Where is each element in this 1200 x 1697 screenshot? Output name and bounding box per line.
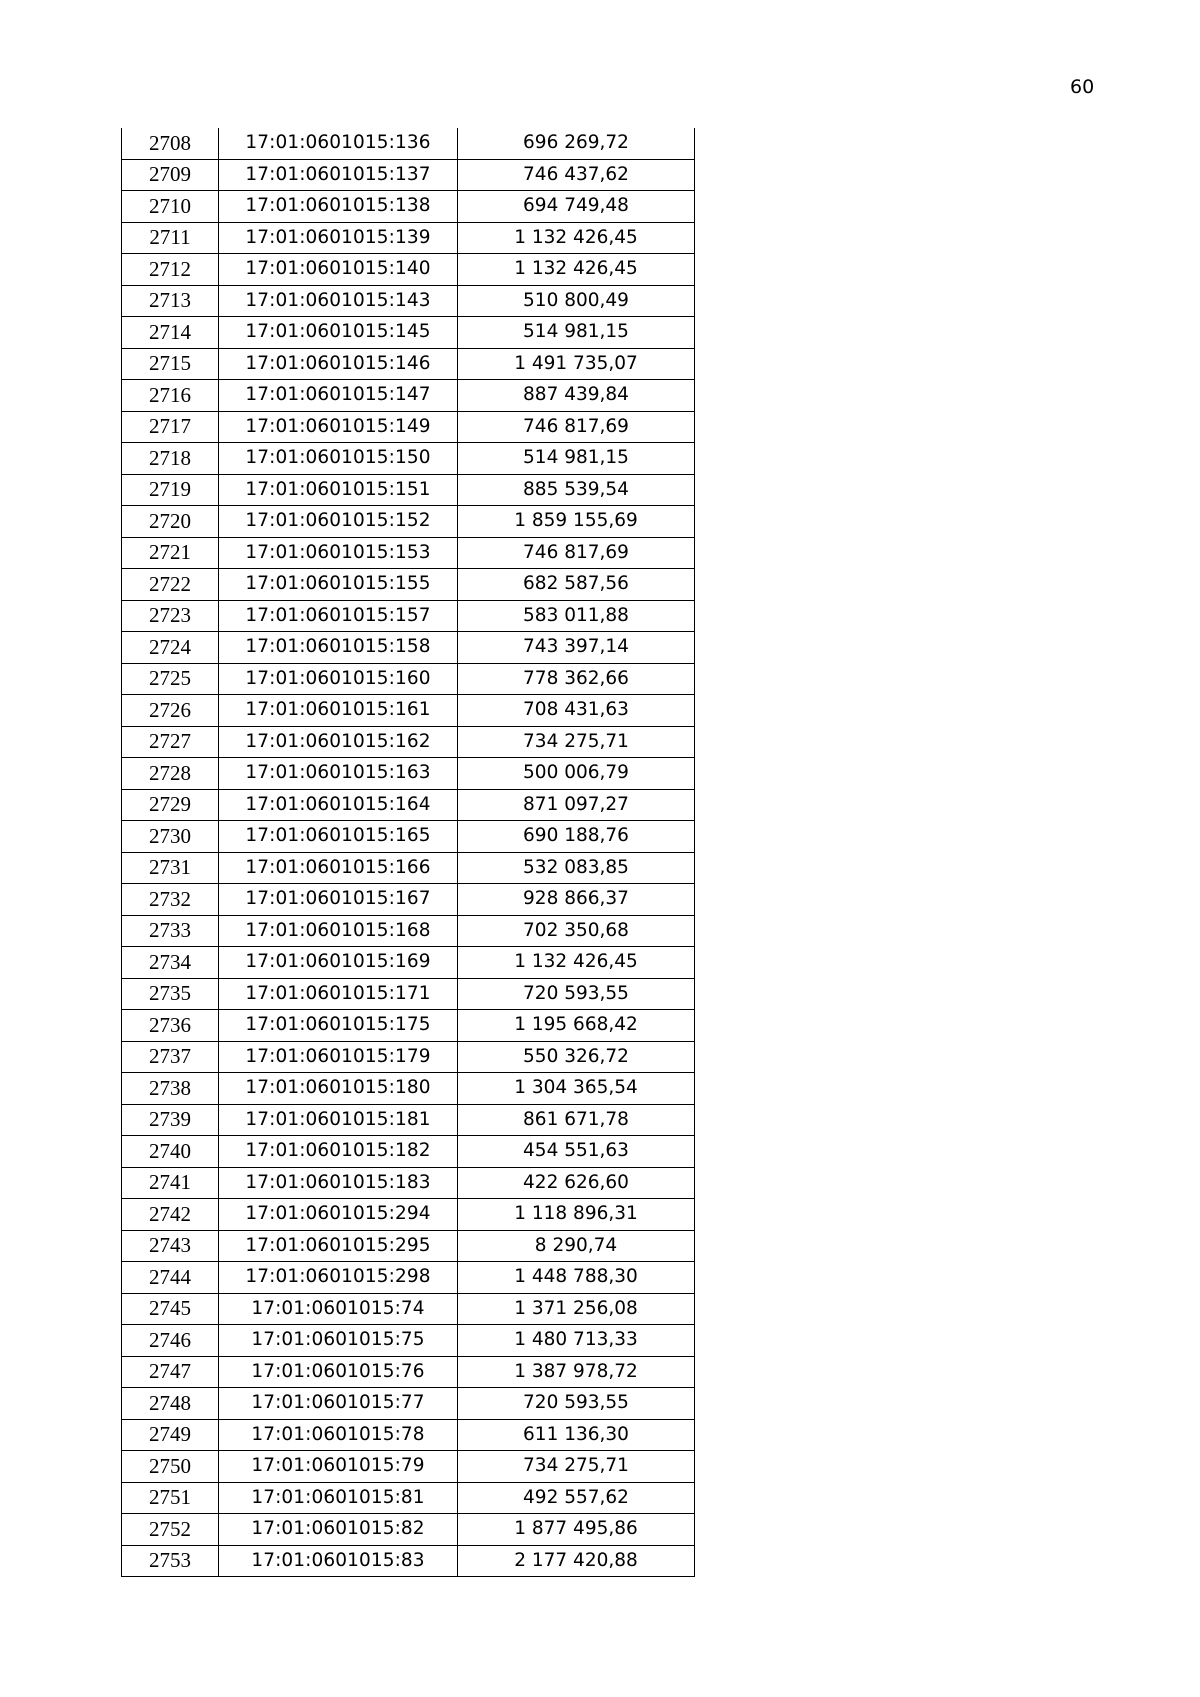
- cadastral-number-cell: 17:01:0601015:166: [219, 852, 458, 884]
- row-number-cell: 2749: [122, 1419, 219, 1451]
- cadastral-value-cell: 708 431,63: [458, 695, 695, 727]
- table-row: [122, 1010, 695, 1042]
- cadastral-number-cell: 17:01:0601015:145: [219, 317, 458, 349]
- table-row: [122, 821, 695, 853]
- table-row: [122, 191, 695, 223]
- cadastral-number-cell: 17:01:0601015:168: [219, 915, 458, 947]
- table-row: [122, 128, 695, 159]
- row-number-cell: 2712: [122, 254, 219, 286]
- table-row: [122, 695, 695, 727]
- cadastral-number-cell: 17:01:0601015:165: [219, 821, 458, 853]
- cadastral-value-cell: 720 593,55: [458, 978, 695, 1010]
- table-row: [122, 222, 695, 254]
- table-row: [122, 789, 695, 821]
- cadastral-number-cell: 17:01:0601015:151: [219, 474, 458, 506]
- table-row: [122, 537, 695, 569]
- cadastral-number-cell: 17:01:0601015:161: [219, 695, 458, 727]
- cadastral-value-cell: 746 817,69: [458, 537, 695, 569]
- row-number-cell: 2720: [122, 506, 219, 538]
- page-number: 60: [1070, 76, 1095, 98]
- cadastral-number-cell: 17:01:0601015:139: [219, 222, 458, 254]
- row-number-cell: 2747: [122, 1356, 219, 1388]
- cadastral-number-cell: 17:01:0601015:182: [219, 1136, 458, 1168]
- cadastral-value-cell: 550 326,72: [458, 1041, 695, 1073]
- row-number-cell: 2748: [122, 1388, 219, 1420]
- row-number-cell: 2742: [122, 1199, 219, 1231]
- cadastral-value-cell: 778 362,66: [458, 663, 695, 695]
- cadastral-number-cell: 17:01:0601015:138: [219, 191, 458, 223]
- row-number-cell: 2713: [122, 285, 219, 317]
- row-number-cell: 2719: [122, 474, 219, 506]
- cadastral-value-table: [121, 128, 695, 1577]
- cadastral-value-cell: 682 587,56: [458, 569, 695, 601]
- cadastral-number-cell: 17:01:0601015:180: [219, 1073, 458, 1105]
- cadastral-value-cell: 871 097,27: [458, 789, 695, 821]
- row-number-cell: 2737: [122, 1041, 219, 1073]
- cadastral-value-cell: 1 448 788,30: [458, 1262, 695, 1294]
- table-row: [122, 884, 695, 916]
- cadastral-number-cell: 17:01:0601015:298: [219, 1262, 458, 1294]
- table-row: [122, 1356, 695, 1388]
- cadastral-value-cell: 690 188,76: [458, 821, 695, 853]
- cadastral-number-cell: 17:01:0601015:143: [219, 285, 458, 317]
- row-number-cell: 2736: [122, 1010, 219, 1042]
- row-number-cell: 2750: [122, 1451, 219, 1483]
- row-number-cell: 2746: [122, 1325, 219, 1357]
- table-row: [122, 1073, 695, 1105]
- cadastral-number-cell: 17:01:0601015:163: [219, 758, 458, 790]
- row-number-cell: 2708: [122, 128, 219, 159]
- table-row: [122, 348, 695, 380]
- row-number-cell: 2744: [122, 1262, 219, 1294]
- cadastral-number-cell: 17:01:0601015:76: [219, 1356, 458, 1388]
- row-number-cell: 2735: [122, 978, 219, 1010]
- cadastral-value-cell: 928 866,37: [458, 884, 695, 916]
- table-row: [122, 1199, 695, 1231]
- cadastral-value-cell: 861 671,78: [458, 1104, 695, 1136]
- row-number-cell: 2718: [122, 443, 219, 475]
- cadastral-number-cell: 17:01:0601015:160: [219, 663, 458, 695]
- table-row: [122, 1325, 695, 1357]
- table-row: [122, 1041, 695, 1073]
- cadastral-number-cell: 17:01:0601015:164: [219, 789, 458, 821]
- table-row: [122, 285, 695, 317]
- cadastral-number-cell: 17:01:0601015:149: [219, 411, 458, 443]
- table-row: [122, 1388, 695, 1420]
- cadastral-value-cell: 8 290,74: [458, 1230, 695, 1262]
- cadastral-number-cell: 17:01:0601015:183: [219, 1167, 458, 1199]
- row-number-cell: 2740: [122, 1136, 219, 1168]
- cadastral-value-cell: 1 877 495,86: [458, 1514, 695, 1546]
- table-row: [122, 1104, 695, 1136]
- cadastral-value-cell: 887 439,84: [458, 380, 695, 412]
- row-number-cell: 2751: [122, 1482, 219, 1514]
- cadastral-value-cell: 1 132 426,45: [458, 222, 695, 254]
- table-row: [122, 1482, 695, 1514]
- cadastral-value-cell: 734 275,71: [458, 726, 695, 758]
- cadastral-number-cell: 17:01:0601015:153: [219, 537, 458, 569]
- row-number-cell: 2728: [122, 758, 219, 790]
- table-row: [122, 663, 695, 695]
- row-number-cell: 2726: [122, 695, 219, 727]
- cadastral-number-cell: 17:01:0601015:78: [219, 1419, 458, 1451]
- cadastral-value-cell: 583 011,88: [458, 600, 695, 632]
- cadastral-number-cell: 17:01:0601015:140: [219, 254, 458, 286]
- row-number-cell: 2715: [122, 348, 219, 380]
- cadastral-number-cell: 17:01:0601015:136: [219, 128, 458, 159]
- cadastral-number-cell: 17:01:0601015:137: [219, 159, 458, 191]
- cadastral-value-cell: 532 083,85: [458, 852, 695, 884]
- table-row: [122, 758, 695, 790]
- cadastral-value-cell: 454 551,63: [458, 1136, 695, 1168]
- cadastral-value-cell: 1 132 426,45: [458, 947, 695, 979]
- cadastral-value-cell: 1 387 978,72: [458, 1356, 695, 1388]
- row-number-cell: 2716: [122, 380, 219, 412]
- cadastral-number-cell: 17:01:0601015:294: [219, 1199, 458, 1231]
- row-number-cell: 2743: [122, 1230, 219, 1262]
- row-number-cell: 2745: [122, 1293, 219, 1325]
- cadastral-number-cell: 17:01:0601015:150: [219, 443, 458, 475]
- cadastral-number-cell: 17:01:0601015:79: [219, 1451, 458, 1483]
- row-number-cell: 2725: [122, 663, 219, 695]
- table-row: [122, 474, 695, 506]
- table-row: [122, 915, 695, 947]
- row-number-cell: 2734: [122, 947, 219, 979]
- cadastral-value-cell: 1 480 713,33: [458, 1325, 695, 1357]
- row-number-cell: 2711: [122, 222, 219, 254]
- row-number-cell: 2727: [122, 726, 219, 758]
- row-number-cell: 2752: [122, 1514, 219, 1546]
- row-number-cell: 2729: [122, 789, 219, 821]
- table-row: [122, 443, 695, 475]
- table-row: [122, 1230, 695, 1262]
- cadastral-value-cell: 1 118 896,31: [458, 1199, 695, 1231]
- cadastral-number-cell: 17:01:0601015:295: [219, 1230, 458, 1262]
- cadastral-value-cell: 422 626,60: [458, 1167, 695, 1199]
- cadastral-number-cell: 17:01:0601015:155: [219, 569, 458, 601]
- cadastral-value-cell: 514 981,15: [458, 317, 695, 349]
- cadastral-number-cell: 17:01:0601015:74: [219, 1293, 458, 1325]
- table-row: [122, 1136, 695, 1168]
- cadastral-number-cell: 17:01:0601015:169: [219, 947, 458, 979]
- cadastral-value-cell: 514 981,15: [458, 443, 695, 475]
- table-row: [122, 1262, 695, 1294]
- cadastral-number-cell: 17:01:0601015:82: [219, 1514, 458, 1546]
- cadastral-value-cell: 734 275,71: [458, 1451, 695, 1483]
- table-row: [122, 159, 695, 191]
- table-row: [122, 1293, 695, 1325]
- cadastral-value-cell: 885 539,54: [458, 474, 695, 506]
- table-row: [122, 317, 695, 349]
- table-row: [122, 380, 695, 412]
- table-row: [122, 600, 695, 632]
- cadastral-number-cell: 17:01:0601015:158: [219, 632, 458, 664]
- cadastral-value-cell: 1 371 256,08: [458, 1293, 695, 1325]
- row-number-cell: 2753: [122, 1545, 219, 1577]
- row-number-cell: 2739: [122, 1104, 219, 1136]
- cadastral-number-cell: 17:01:0601015:152: [219, 506, 458, 538]
- cadastral-number-cell: 17:01:0601015:147: [219, 380, 458, 412]
- row-number-cell: 2714: [122, 317, 219, 349]
- cadastral-value-cell: 694 749,48: [458, 191, 695, 223]
- cadastral-value-cell: 1 859 155,69: [458, 506, 695, 538]
- row-number-cell: 2733: [122, 915, 219, 947]
- table-row: [122, 1167, 695, 1199]
- row-number-cell: 2731: [122, 852, 219, 884]
- row-number-cell: 2723: [122, 600, 219, 632]
- cadastral-value-cell: 1 304 365,54: [458, 1073, 695, 1105]
- cadastral-value-cell: 1 195 668,42: [458, 1010, 695, 1042]
- cadastral-value-cell: 702 350,68: [458, 915, 695, 947]
- row-number-cell: 2730: [122, 821, 219, 853]
- table-row: [122, 1514, 695, 1546]
- table-row: [122, 852, 695, 884]
- cadastral-number-cell: 17:01:0601015:77: [219, 1388, 458, 1420]
- cadastral-value-cell: 492 557,62: [458, 1482, 695, 1514]
- cadastral-value-cell: 500 006,79: [458, 758, 695, 790]
- row-number-cell: 2717: [122, 411, 219, 443]
- table-row: [122, 632, 695, 664]
- cadastral-number-cell: 17:01:0601015:157: [219, 600, 458, 632]
- row-number-cell: 2741: [122, 1167, 219, 1199]
- row-number-cell: 2709: [122, 159, 219, 191]
- cadastral-number-cell: 17:01:0601015:181: [219, 1104, 458, 1136]
- row-number-cell: 2722: [122, 569, 219, 601]
- cadastral-value-cell: 2 177 420,88: [458, 1545, 695, 1577]
- table-row: [122, 726, 695, 758]
- cadastral-number-cell: 17:01:0601015:171: [219, 978, 458, 1010]
- cadastral-number-cell: 17:01:0601015:81: [219, 1482, 458, 1514]
- cadastral-number-cell: 17:01:0601015:162: [219, 726, 458, 758]
- table-body: [122, 128, 695, 1577]
- row-number-cell: 2738: [122, 1073, 219, 1105]
- table-row: [122, 978, 695, 1010]
- table-row: [122, 411, 695, 443]
- cadastral-number-cell: 17:01:0601015:167: [219, 884, 458, 916]
- cadastral-number-cell: 17:01:0601015:146: [219, 348, 458, 380]
- cadastral-number-cell: 17:01:0601015:83: [219, 1545, 458, 1577]
- cadastral-value-cell: 720 593,55: [458, 1388, 695, 1420]
- cadastral-value-cell: 1 491 735,07: [458, 348, 695, 380]
- cadastral-value-cell: 510 800,49: [458, 285, 695, 317]
- table-row: [122, 947, 695, 979]
- table-row: [122, 254, 695, 286]
- table-row: [122, 1451, 695, 1483]
- row-number-cell: 2721: [122, 537, 219, 569]
- cadastral-value-cell: 611 136,30: [458, 1419, 695, 1451]
- row-number-cell: 2724: [122, 632, 219, 664]
- table-row: [122, 1545, 695, 1577]
- cadastral-value-cell: 1 132 426,45: [458, 254, 695, 286]
- cadastral-value-cell: 746 817,69: [458, 411, 695, 443]
- table-row: [122, 506, 695, 538]
- cadastral-number-cell: 17:01:0601015:175: [219, 1010, 458, 1042]
- row-number-cell: 2732: [122, 884, 219, 916]
- table-row: [122, 569, 695, 601]
- cadastral-value-cell: 696 269,72: [458, 128, 695, 159]
- cadastral-number-cell: 17:01:0601015:179: [219, 1041, 458, 1073]
- row-number-cell: 2710: [122, 191, 219, 223]
- cadastral-value-cell: 746 437,62: [458, 159, 695, 191]
- cadastral-number-cell: 17:01:0601015:75: [219, 1325, 458, 1357]
- cadastral-value-cell: 743 397,14: [458, 632, 695, 664]
- table-row: [122, 1419, 695, 1451]
